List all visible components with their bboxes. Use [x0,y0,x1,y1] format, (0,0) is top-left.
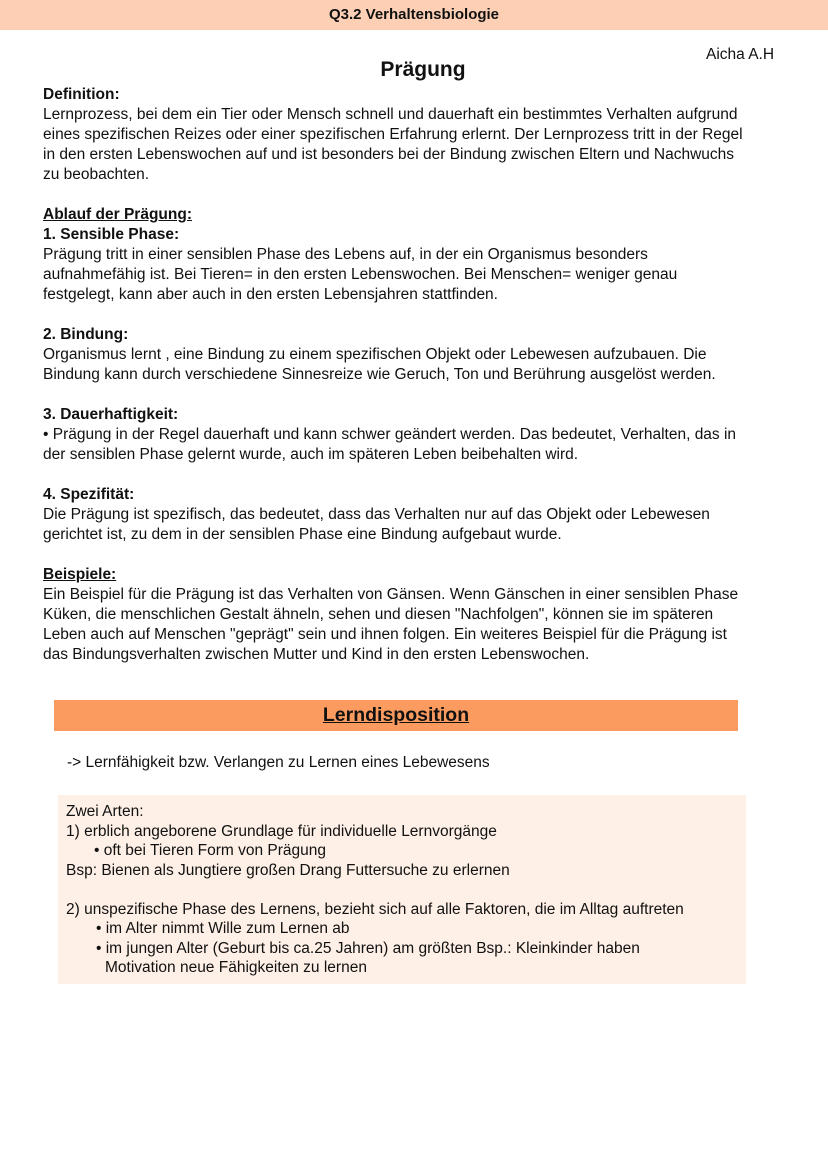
phase-heading: 3. Dauerhaftigkeit: [43,406,179,423]
document-body [43,85,813,665]
beispiele-heading: Beispiele: [43,566,117,583]
definition-line: zu beobachten. [43,166,150,183]
phase-heading: 1. Sensible Phase: [43,226,180,243]
box-art2: 2) unspezifische Phase des Lernens, bezieht sich auf alle Faktoren, die im Alltag auftreten [66,900,684,918]
definition-line: Lernprozess, bei dem ein Tier oder Mensch schnell und dauerhaft ein bestimmtes Verhalten aufgrund [43,106,738,123]
phase-line: gerichtet ist, zu dem in der sensiblen Phase eine Bindung aufgebaut wurde. [43,526,562,543]
beispiele-line: Küken, die menschlichen Gestalt ähneln, sehen und diesen "Nachfolgen", können sie im späteren [43,606,714,623]
author-name: Aicha A.H [706,46,775,63]
phase-line: aufnahmefähig ist. Bei Tieren= in den ersten Lebenswochen. Bei Menschen= weniger genau [43,266,678,283]
box-art2-bullet: • im jungen Alter (Geburt bis ca.25 Jahren) am größten Bsp.: Kleinkinder haben [96,939,640,957]
phase-heading: 2. Bindung: [43,326,129,343]
beispiele-line: Leben auch auf Menschen "geprägt" sein und ihnen folgen. Ein weiteres Beispiel für die Prägung ist [43,626,727,643]
box-art2-bullet: • im Alter nimmt Wille zum Lernen ab [96,920,350,937]
lerndisposition-box [58,795,746,984]
phase-line: der sensiblen Phase gelernt wurde, auch im späteren Leben beibehalten wird. [43,446,579,463]
box-art1: 1) erblich angeborene Grundlage für individuelle Lernvorgänge [66,822,497,840]
phase-line: Bindung kann durch verschiedene Sinnesreize wie Geruch, Ton und Berührung ausgelöst werden. [43,366,716,383]
course-header: Q3.2 Verhaltensbiologie [0,0,828,30]
phase-line: Die Prägung ist spezifisch, das bedeutet, dass das Verhalten nur auf das Objekt oder Lebewesen [43,506,710,523]
ablauf-heading: Ablauf der Prägung: [43,206,192,223]
page-title: Prägung [380,58,466,81]
box-art1-bullet: • oft bei Tieren Form von Prägung [94,842,327,859]
phase-line: festgelegt, kann aber auch in den ersten Lebensjahren stattfinden. [43,286,498,303]
phase-line: Prägung tritt in einer sensiblen Phase des Lebens auf, in der ein Organismus besonders [43,246,648,263]
phase-line: • Prägung in der Regel dauerhaft und kann schwer geändert werden. Das bedeutet, Verhalten, das in [43,426,737,443]
box-art2-bullet-continued: Motivation neue Fähigkeiten zu lernen [105,959,367,976]
beispiele-line: Ein Beispiel für die Prägung ist das Verhalten von Gänsen. Wenn Gänschen in einer sensiblen Phase [43,586,739,603]
definition-line: in den ersten Lebenswochen auf und ist besonders bei der Bindung zwischen Eltern und Nachwuchs [43,146,735,163]
box-art1-example: Bsp: Bienen als Jungtiere großen Drang Futtersuche zu erlernen [66,861,510,879]
beispiele-line: das Bindungsverhalten zwischen Mutter und Kind in den ersten Lebenswochen. [43,646,590,663]
box-intro: Zwei Arten: [66,803,144,820]
lerndisposition-heading: Lerndisposition [54,700,738,731]
phase-heading: 4. Spezifität: [43,486,135,503]
phase-line: Organismus lernt , eine Bindung zu einem spezifischen Objekt oder Lebewesen aufzubauen. Die [43,346,707,363]
lerndisposition-summary: -> Lernfähigkeit bzw. Verlangen zu Lernen eines Lebewesens [67,754,490,771]
definition-line: eines spezifischen Reizes oder einer spezifischen Erfahrung erlernt. Der Lernprozess tritt in der Regel [43,126,743,143]
definition-heading: Definition: [43,86,120,103]
